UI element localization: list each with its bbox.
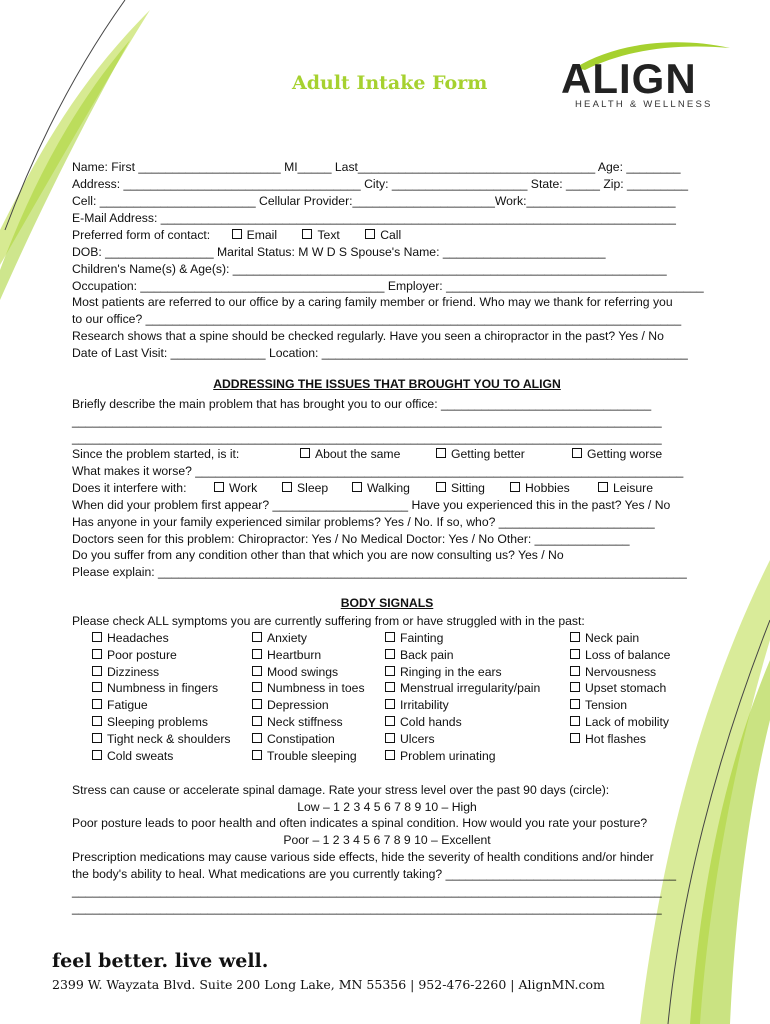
symptom-label: Menstrual irregularity/pain: [400, 681, 541, 696]
footer-tagline: feel better. live well.: [52, 950, 269, 972]
checkbox-icon: [385, 716, 395, 726]
logo-wordmark: ALIGN: [561, 55, 697, 102]
symptom-label: Tension: [585, 698, 628, 713]
symptom-label: Upset stomach: [585, 681, 667, 696]
referral-question: Most patients are referred to our office by a caring family member or friend. Who may we thank for referring you: [72, 295, 673, 309]
symptom-label: Cold sweats: [107, 748, 174, 763]
checkbox-icon: [252, 750, 262, 760]
symptom-label: Problem urinating: [400, 748, 496, 763]
medications-blank-1[interactable]: _______________________________________________________________________________________: [72, 884, 662, 898]
symptom-checkbox[interactable]: [252, 631, 307, 645]
symptom-label: Neck stiffness: [267, 715, 343, 729]
checkbox-icon: [252, 716, 262, 726]
checkbox-icon: [385, 632, 395, 642]
checkbox-icon: [385, 649, 395, 659]
checkbox-icon: [252, 632, 262, 642]
checkbox-icon: [252, 649, 262, 659]
form-title: Adult Intake Form: [292, 72, 488, 94]
symptom-checkbox[interactable]: [570, 681, 666, 695]
checkbox-icon: [352, 482, 362, 492]
symptom-checkbox[interactable]: [92, 715, 208, 729]
since-same-checkbox[interactable]: About the same: [300, 447, 400, 461]
checkbox-icon: [252, 666, 262, 676]
checkbox-icon: [92, 699, 102, 709]
checkbox-icon: [572, 448, 582, 458]
symptom-checkbox[interactable]: [385, 732, 435, 746]
checkbox-icon: [92, 750, 102, 760]
symptom-label: Trouble sleeping: [267, 748, 357, 763]
checkbox-icon: [570, 733, 580, 743]
symptom-checkbox[interactable]: [92, 631, 169, 645]
symptom-label: Depression: [267, 698, 329, 713]
symptom-label: Sleeping problems: [107, 715, 208, 729]
symptom-label: Hot flashes: [585, 731, 646, 746]
posture-scale[interactable]: Poor – 1 2 3 4 5 6 7 8 9 10 – Excellent: [283, 833, 491, 847]
symptom-checkbox[interactable]: [252, 749, 357, 763]
symptom-label: Back pain: [400, 647, 454, 662]
posture-question: Poor posture leads to poor health and often indicates a spinal condition. How would you rate your posture?: [72, 816, 648, 830]
medications-line[interactable]: the body's ability to heal. What medications are you currently taking? __________________________________: [72, 867, 677, 881]
checkbox-icon: [570, 699, 580, 709]
checkbox-icon: [436, 448, 446, 458]
symptom-label: Ringing in the ears: [400, 664, 502, 679]
since-label: Since the problem started, is it:: [72, 447, 240, 461]
checkbox-icon: [300, 448, 310, 458]
checkbox-icon: [92, 632, 102, 642]
checkbox-icon: [92, 682, 102, 692]
symptom-checkbox[interactable]: [252, 715, 343, 729]
contact-text-checkbox[interactable]: Text: [302, 228, 339, 242]
checkbox-icon: [92, 649, 102, 659]
worse-line[interactable]: What makes it worse? ________________________________________________________________________: [72, 464, 684, 478]
symptom-label: Nervousness: [585, 664, 657, 679]
stress-question: Stress can cause or accelerate spinal damage. Rate your stress level over the past 90 days (circle):: [72, 783, 610, 797]
occupation-line[interactable]: Occupation: ____________________________________ Employer: ______________________________________: [72, 279, 704, 293]
symptom-label: Tight neck & shoulders: [107, 731, 231, 746]
checkbox-icon: [570, 666, 580, 676]
interfere-line: [72, 481, 702, 495]
symptom-label: Constipation: [267, 731, 335, 746]
symptom-checkbox[interactable]: [92, 698, 148, 712]
family-line[interactable]: Has anyone in your family experienced similar problems? Yes / No. If so, who? _______________________: [72, 515, 655, 529]
symptom-label: Ulcers: [400, 731, 435, 746]
interfere-work-checkbox[interactable]: Work: [214, 481, 257, 495]
referral-line[interactable]: to our office? _______________________________________________________________________________: [72, 312, 682, 326]
checkbox-icon: [365, 229, 375, 239]
interfere-label: Does it interfere with:: [72, 481, 187, 495]
since-worse-checkbox[interactable]: Getting worse: [572, 447, 662, 461]
symptom-checkbox[interactable]: [385, 665, 502, 679]
describe-blank-2[interactable]: _______________________________________________________________________________________: [72, 431, 662, 445]
symptom-checkbox[interactable]: [570, 715, 669, 729]
symptom-checkbox[interactable]: [252, 681, 365, 695]
children-line[interactable]: Children's Name(s) & Age(s): ________________________________________________________________: [72, 262, 667, 276]
symptom-label: Neck pain: [585, 631, 640, 645]
address-line[interactable]: Address: ___________________________________ City: ____________________ State: _____ Zip: _________: [72, 177, 689, 191]
stress-scale[interactable]: Low – 1 2 3 4 5 6 7 8 9 10 – High: [297, 800, 477, 814]
checkbox-icon: [385, 733, 395, 743]
since-line: [72, 447, 702, 461]
symptom-checkbox[interactable]: [252, 648, 321, 662]
doctors-line[interactable]: Doctors seen for this problem: Chiropractor: Yes / No Medical Doctor: Yes / No Other: ______________: [72, 532, 630, 546]
symptom-checkbox[interactable]: [570, 648, 670, 662]
describe-line[interactable]: Briefly describe the main problem that has brought you to our office: _______________________________: [72, 397, 652, 411]
signals-intro: Please check ALL symptoms you are currently suffering from or have struggled with in the past:: [72, 614, 585, 628]
symptom-checkbox[interactable]: [385, 648, 454, 662]
checkbox-icon: [598, 482, 608, 492]
symptom-checkbox[interactable]: [252, 698, 329, 712]
symptom-checkbox[interactable]: [252, 732, 335, 746]
symptom-label: Irritability: [400, 698, 449, 713]
symptom-label: Numbness in toes: [267, 681, 365, 696]
medications-blank-2[interactable]: _______________________________________________________________________________________: [72, 901, 662, 915]
symptom-checkbox[interactable]: [385, 681, 540, 695]
interfere-hobbies-checkbox[interactable]: Hobbies: [510, 481, 570, 495]
checkbox-icon: [302, 229, 312, 239]
symptom-label: Headaches: [107, 631, 169, 645]
symptom-label: Poor posture: [107, 647, 177, 662]
explain-line[interactable]: Please explain: ______________________________________________________________________________: [72, 565, 687, 579]
symptom-checkbox[interactable]: [385, 749, 496, 763]
checkbox-icon: [282, 482, 292, 492]
email-line[interactable]: E-Mail Address: ____________________________________________________________________________: [72, 211, 676, 225]
checkbox-icon: [385, 666, 395, 676]
checkbox-icon: [92, 733, 102, 743]
symptom-checklist: [72, 631, 702, 771]
symptom-label: Lack of mobility: [585, 715, 669, 729]
contact-call-checkbox[interactable]: Call: [365, 228, 401, 242]
since-better-checkbox[interactable]: Getting better: [436, 447, 525, 461]
symptom-checkbox[interactable]: [570, 732, 646, 746]
first-appear-line[interactable]: When did your problem first appear? ____________________ Have you experienced this in the past? Yes / No: [72, 498, 671, 512]
issues-heading: ADDRESSING THE ISSUES THAT BROUGHT YOU TO ALIGN: [213, 377, 561, 391]
checkbox-icon: [436, 482, 446, 492]
symptom-label: Mood swings: [267, 664, 339, 679]
symptom-checkbox[interactable]: [92, 732, 231, 746]
symptom-checkbox[interactable]: [92, 648, 177, 662]
symptom-label: Dizziness: [107, 664, 160, 679]
symptom-label: Cold hands: [400, 715, 462, 729]
logo-subtitle: HEALTH & WELLNESS: [575, 99, 713, 110]
checkbox-icon: [570, 649, 580, 659]
name-line[interactable]: Name: First _____________________ MI_____ Last___________________________________ Age: ________: [72, 160, 681, 174]
describe-blank-1[interactable]: _______________________________________________________________________________________: [72, 414, 662, 428]
chiropractor-question[interactable]: Research shows that a spine should be checked regularly. Have you seen a chiropractor in the past? Yes / No: [72, 329, 664, 343]
symptom-checkbox[interactable]: [92, 681, 218, 695]
checkbox-icon: [92, 666, 102, 676]
symptom-label: Fainting: [400, 631, 444, 645]
symptom-label: Fatigue: [107, 698, 148, 713]
symptom-label: Anxiety: [267, 631, 307, 645]
medications-intro: Prescription medications may cause various side effects, hide the severity of health conditions and/or hinder: [72, 850, 654, 864]
symptom-label: Numbness in fingers: [107, 681, 219, 696]
dob-line[interactable]: DOB: ________________ Marital Status: M W D S Spouse's Name: ________________________: [72, 245, 606, 259]
contact-label: Preferred form of contact:: [72, 228, 211, 242]
last-visit-line[interactable]: Date of Last Visit: ______________ Location: ______________________________________________________: [72, 346, 688, 360]
symptom-checkbox[interactable]: [570, 631, 639, 645]
symptom-checkbox[interactable]: [92, 665, 159, 679]
contact-email-checkbox[interactable]: Email: [232, 228, 277, 242]
condition-line[interactable]: Do you suffer from any condition other than that which you are now consulting us? Yes / No: [72, 548, 564, 562]
interfere-walking-checkbox[interactable]: Walking: [352, 481, 410, 495]
symptom-label: Heartburn: [267, 647, 322, 662]
symptom-checkbox[interactable]: [385, 715, 462, 729]
checkbox-icon: [385, 682, 395, 692]
footer-address: 2399 W. Wayzata Blvd. Suite 200 Long Lake, MN 55356 | 952-476-2260 | AlignMN.com: [52, 977, 605, 992]
phone-line[interactable]: Cell: _______________________ Cellular Provider:_____________________Work:______________________: [72, 194, 676, 208]
checkbox-icon: [232, 229, 242, 239]
checkbox-icon: [570, 632, 580, 642]
checkbox-icon: [92, 716, 102, 726]
checkbox-icon: [214, 482, 224, 492]
checkbox-icon: [570, 716, 580, 726]
symptom-checkbox[interactable]: [385, 698, 449, 712]
symptom-checkbox[interactable]: [252, 665, 338, 679]
checkbox-icon: [570, 682, 580, 692]
checkbox-icon: [385, 750, 395, 760]
symptom-label: Loss of balance: [585, 647, 671, 662]
symptom-checkbox[interactable]: [570, 665, 656, 679]
symptom-checkbox[interactable]: [570, 698, 627, 712]
contact-preference: [72, 228, 401, 242]
interfere-leisure-checkbox[interactable]: Leisure: [598, 481, 653, 495]
interfere-sleep-checkbox[interactable]: Sleep: [282, 481, 328, 495]
checkbox-icon: [252, 699, 262, 709]
checkbox-icon: [252, 733, 262, 743]
body-signals-heading: BODY SIGNALS: [340, 596, 434, 610]
checkbox-icon: [252, 682, 262, 692]
symptom-checkbox[interactable]: [385, 631, 443, 645]
interfere-sitting-checkbox[interactable]: Sitting: [436, 481, 485, 495]
checkbox-icon: [385, 699, 395, 709]
symptom-checkbox[interactable]: [92, 749, 173, 763]
checkbox-icon: [510, 482, 520, 492]
